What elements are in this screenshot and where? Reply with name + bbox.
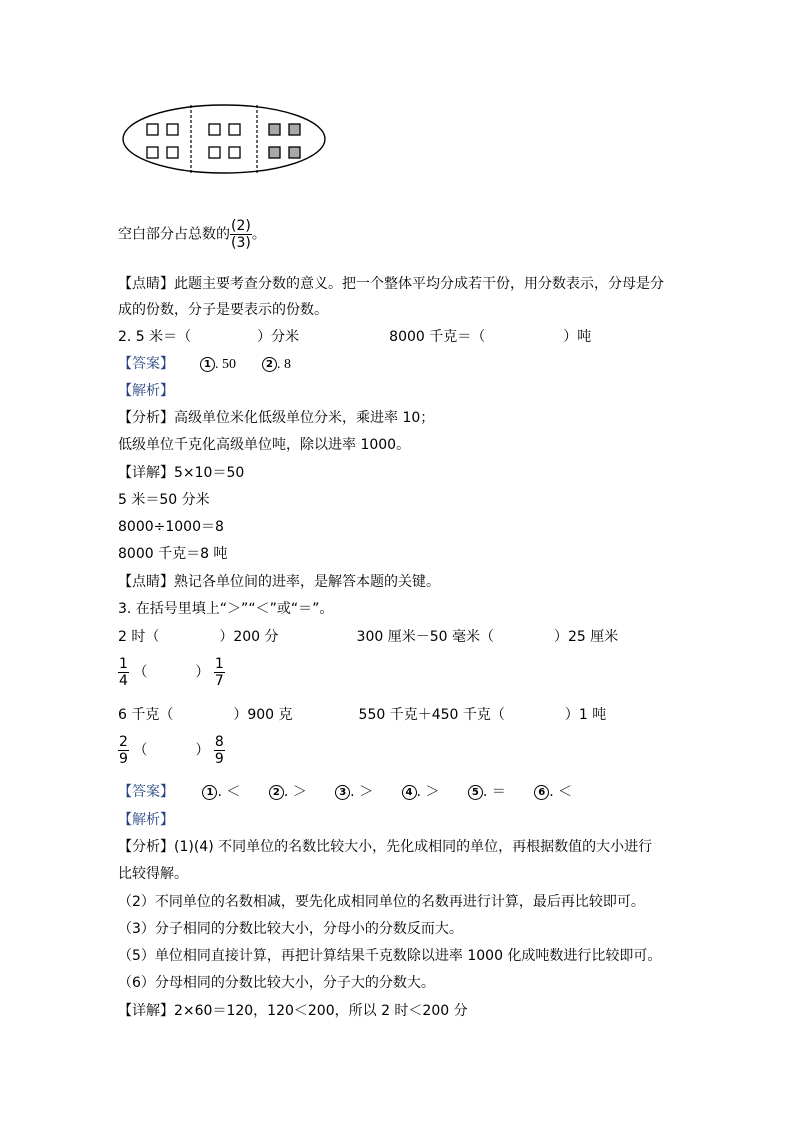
- q3-row-1: 2 时（ ）200 分 300 厘米－50 毫米（ ）25 厘米: [118, 629, 619, 645]
- fraction-two-thirds: $\frac{(2)}{(3)}$: [231, 218, 251, 251]
- question-3: 3. 在括号里填上“＞”“＜”或“＝”。: [118, 601, 334, 617]
- answer-3: 【答案】 1 . ＜ 2 . ＞ 3 . ＞ 4 . ＞ 5 . ＝ 6 . ＜: [118, 784, 573, 800]
- detail-2-line-3: 8000÷1000＝8: [118, 519, 224, 535]
- analysis-2-label: 【解析】: [118, 383, 174, 399]
- note-1-line-1: 【点睛】此题主要考查分数的意义。把一个整体平均分成若干份，用分数表示，分母是分: [118, 276, 664, 292]
- analysis-3-line-1: 【分析】(1)(4) 不同单位的名数比较大小，先化成相同的单位，再根据数值的大小进行: [118, 839, 653, 855]
- analysis-3-line-6: （6）分母相同的分数比较大小，分子大的分数大。: [118, 975, 435, 991]
- detail-2-line-4: 8000 千克＝8 吨: [118, 546, 228, 562]
- fraction-figure: [121, 101, 327, 177]
- square-shaded: [289, 124, 300, 135]
- square-blank: [167, 124, 178, 135]
- fraction-8-9: $\frac{8}{9}$: [214, 734, 224, 767]
- question-2: 2. 5 米＝（ ）分米 8000 千克＝（ ）吨: [118, 329, 592, 345]
- square-shaded: [289, 147, 300, 158]
- detail-2-line-1: 【详解】5×10＝50: [118, 465, 245, 481]
- square-blank: [209, 147, 220, 158]
- q3-row-4: $\frac{2}{9}$ （ ） $\frac{8}{9}$: [119, 734, 224, 767]
- blank-fraction-line: 空白部分占总数的 $\frac{(2)}{(3)}$ 。: [118, 218, 266, 251]
- note-2: 【点睛】熟记各单位间的进率，是解答本题的关键。: [118, 574, 440, 590]
- answer-2: 【答案】 1 . 50 2 . 8: [118, 356, 291, 372]
- analysis-3-line-5: （5）单位相同直接计算，再把计算结果千克数除以进率 1000 化成吨数进行比较即可。: [118, 948, 662, 964]
- square-blank: [147, 124, 158, 135]
- square-blank: [229, 124, 240, 135]
- square-shaded: [269, 124, 280, 135]
- q3-row-3: 6 千克（ ）900 克 550 千克＋450 千克（ ）1 吨: [118, 707, 607, 723]
- detail-3-line-1: 【详解】2×60＝120，120＜200，所以 2 时＜200 分: [118, 1003, 468, 1019]
- square-blank: [209, 124, 220, 135]
- analysis-2-line-1: 【分析】高级单位米化低级单位分米，乘进率 10；: [118, 410, 435, 426]
- fraction-1-7: $\frac{1}{7}$: [214, 656, 224, 689]
- square-blank: [229, 147, 240, 158]
- figure-ellipse: [123, 105, 325, 173]
- analysis-2-line-2: 低级单位千克化高级单位吨，除以进率 1000。: [118, 437, 411, 453]
- fraction-1-4: $\frac{1}{4}$: [119, 656, 128, 689]
- square-blank: [167, 147, 178, 158]
- analysis-3-line-4: （3）分子相同的分数比较大小，分母小的分数反而大。: [118, 921, 463, 937]
- detail-2-line-2: 5 米＝50 分米: [118, 492, 210, 508]
- analysis-3-line-3: （2）不同单位的名数相减，要先化成相同单位的名数再进行计算，最后再比较即可。: [118, 894, 645, 910]
- square-shaded: [269, 147, 280, 158]
- q3-row-2: $\frac{1}{4}$ （ ） $\frac{1}{7}$: [119, 656, 224, 689]
- fraction-2-9: $\frac{2}{9}$: [119, 734, 128, 767]
- square-blank: [147, 147, 158, 158]
- analysis-3-line-2: 比较得解。: [118, 866, 188, 882]
- analysis-3-label: 【解析】: [118, 812, 174, 828]
- note-1-line-2: 成的份数，分子是要表示的份数。: [118, 302, 328, 318]
